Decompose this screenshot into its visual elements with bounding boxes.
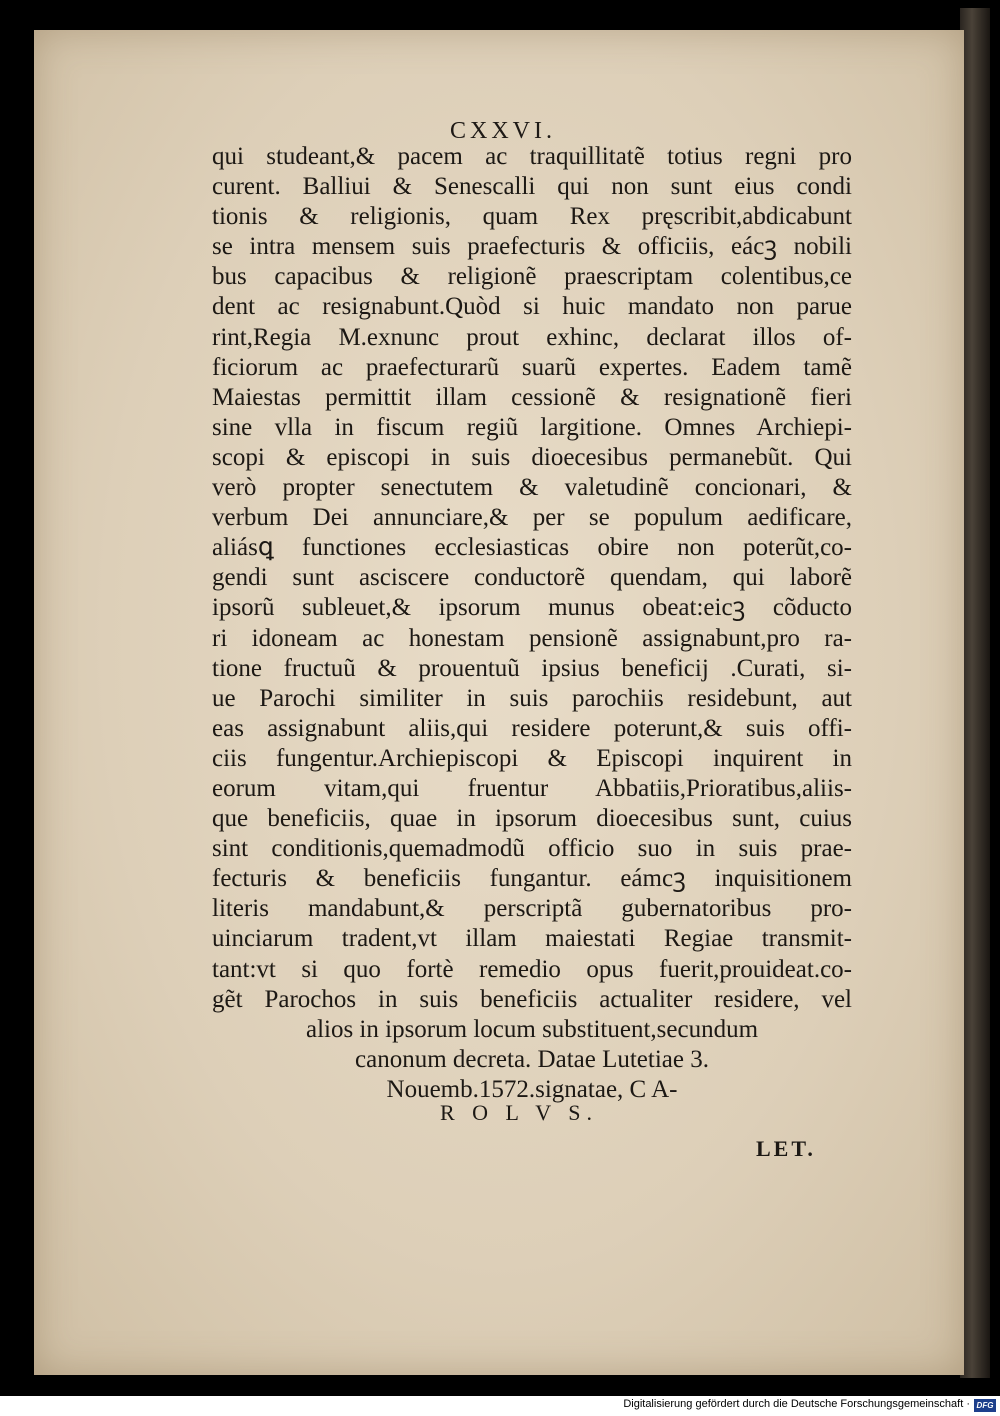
text-line: eorum vitam,qui fruentur Abbatiis,Prioratibus,aliis- [212, 774, 852, 802]
page-text [212, 142, 852, 1105]
text-line: sint conditionis,quemadmodũ officio suo in suis prae- [212, 835, 852, 863]
text-line: scopi & episcopi in suis dioecesibus permanebũt. Qui [212, 443, 852, 471]
footer-bar [0, 1396, 1000, 1416]
text-line: verò propter senectutem & valetudinẽ concionari, & [212, 474, 852, 502]
text-line: sine vlla in fiscum regiũ largitione. Omnes Archiepi- [212, 413, 852, 441]
text-line: qui studeant,& pacem ac traquillitatẽ totius regni pro [212, 143, 852, 170]
text-line: dent ac resignabunt.Quòd si huic mandato non parue [212, 293, 852, 321]
footer-credit: Digitalisierung gefördert durch die Deutsche Forschungsgemeinschaft · [623, 1398, 970, 1410]
text-line: se intra mensem suis praefecturis & officiis, eácꝫ nobili [212, 233, 852, 261]
text-line: aliásꝗ functiones ecclesiasticas obire non poterũt,co- [212, 534, 852, 562]
folio-number: CXXVI. [450, 118, 556, 144]
text-line: ficiorum ac praefecturarũ suarũ expertes. Eadem tamẽ [212, 353, 852, 381]
text-line: tant:vt si quo fortè remedio opus fuerit,prouideat.co- [212, 955, 852, 983]
text-line: verbum Dei annunciare,& per se populum aedificare, [212, 504, 852, 532]
catchword: LET. [756, 1136, 816, 1161]
dfg-logo-icon: DFG [974, 1399, 996, 1412]
text-line: bus capacibus & religionẽ praescriptam colentibus,ce [212, 263, 852, 291]
text-line: fecturis & beneficiis fungantur. eámcꝫ inquisitionem [212, 865, 852, 893]
text-line: alios in ipsorum locum substituent,secundum [305, 1015, 759, 1043]
text-line: curent. Balliui & Senescalli qui non sunt eius condi [212, 173, 852, 201]
text-line: tionis & religionis, quam Rex pręscribit,abdicabunt [212, 203, 852, 231]
text-line: rint,Regia M.exnunc prout exhinc, declarat illos of- [212, 323, 852, 351]
text-line: gẽt Parochos in suis beneficiis actualiter residere, vel [212, 985, 852, 1013]
text-line: Nouemb.1572.signatae, C A- [386, 1075, 678, 1103]
signature-line: R O L V S. [440, 1100, 599, 1125]
text-line: Maiestas permittit illam cessionẽ & resignationẽ fieri [212, 383, 852, 411]
text-line: ri idoneam ac honestam pensionẽ assignabunt,pro ra- [212, 624, 852, 652]
text-line: ipsorũ subleuet,& ipsorum munus obeat:eicꝫ cõducto [212, 594, 852, 622]
text-line: canonum decreta. Datae Lutetiae 3. [355, 1045, 709, 1073]
text-line: tione fructuũ & prouentuũ ipsius beneficij .Curati, si- [212, 654, 852, 682]
text-line: ue Parochi similiter in suis parochiis residebunt, aut [212, 684, 852, 712]
text-line: uinciarum tradent,vt illam maiestati Regiae transmit- [212, 925, 852, 953]
book-edge [960, 8, 990, 1378]
text-line: literis mandabunt,& perscriptã gubernatoribus pro- [212, 895, 852, 923]
text-line: gendi sunt asciscere conductorẽ quendam, qui laborẽ [212, 564, 852, 592]
text-line: ciis fungentur.Archiepiscopi & Episcopi inquirent in [212, 744, 852, 772]
text-line: que beneficiis, quae in ipsorum dioecesibus sunt, cuius [212, 805, 852, 833]
text-line: eas assignabunt aliis,qui residere poterunt,& suis offi- [212, 714, 852, 742]
